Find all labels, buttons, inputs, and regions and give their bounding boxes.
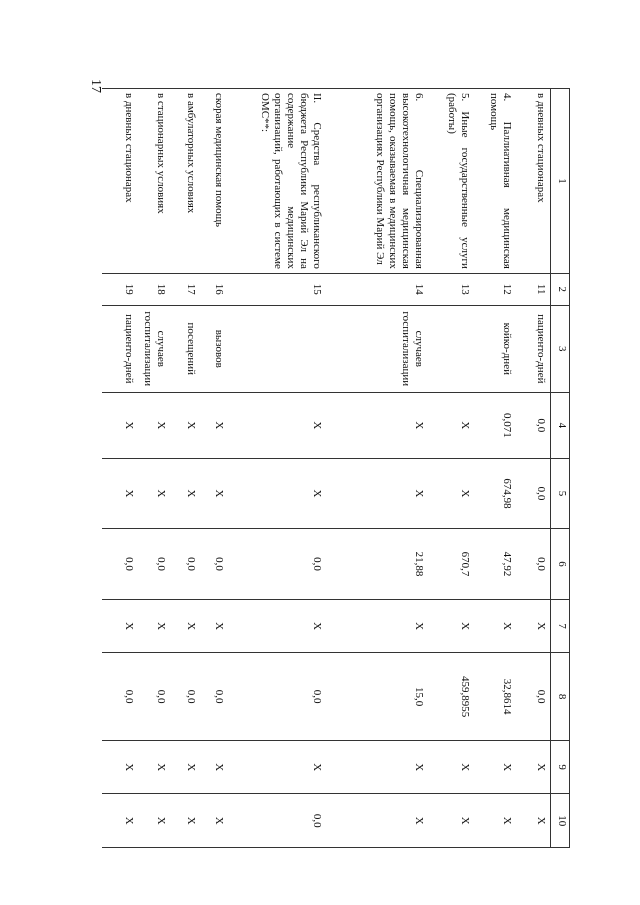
cell-text: 0,0 (535, 557, 547, 571)
cell-text: X (311, 763, 323, 772)
page-number: 17 (88, 79, 103, 93)
cell-text: 0,0 (535, 418, 547, 433)
table-cell-c8 (428, 653, 474, 741)
cell-text: 19 (123, 283, 135, 295)
cell-text: X (213, 622, 225, 631)
column-header: 5 (551, 458, 570, 529)
table-cell-c7 (170, 599, 200, 653)
table-row (516, 89, 551, 848)
cell-text: X (213, 816, 225, 825)
cell-text: 0,0 (123, 557, 135, 571)
cell-text: 15 (311, 283, 323, 295)
rotated-table-stage (118, 88, 570, 848)
table-cell-c2 (200, 273, 228, 305)
cell-text: 4. Паллиативная медицинская помощь (488, 93, 513, 269)
cell-text: X (413, 489, 425, 498)
table-cell-c9 (170, 740, 200, 794)
table-cell-c10 (102, 794, 138, 848)
cell-text: X (185, 763, 197, 772)
table-cell-c4 (228, 393, 326, 459)
table-cell-c3 (138, 305, 170, 393)
cell-text: 6. Специализированная высокотехнологичная медицинская помощь, оказываемая в медицинских организациях Республики Марий Эл (374, 93, 425, 269)
table-cell-c8 (138, 653, 170, 741)
cell-text: 0,071 (501, 413, 513, 438)
cell-text: пациенто-дней (123, 314, 135, 384)
cell-text: посещений (185, 322, 197, 376)
cell-text: X (413, 763, 425, 772)
cell-text: X (155, 421, 167, 430)
table-cell-c3 (102, 305, 138, 393)
table-cell-c10 (138, 794, 170, 848)
cell-text: в дневных стационарах (123, 93, 135, 203)
table-cell-c10 (170, 794, 200, 848)
table-cell-c6 (138, 529, 170, 600)
table-cell-c4 (516, 393, 551, 459)
table-cell-c1 (102, 89, 138, 274)
table-cell-c2 (170, 273, 200, 305)
table-cell-c5 (228, 458, 326, 529)
table-cell-c10 (228, 794, 326, 848)
cell-text: X (185, 622, 197, 631)
table-cell-c3 (516, 305, 551, 393)
cell-text: X (535, 622, 547, 631)
table-cell-c3 (200, 305, 228, 393)
table-cell-c7 (516, 599, 551, 653)
table-cell-c8 (228, 653, 326, 741)
cell-text: 12 (501, 283, 513, 295)
cell-text: X (155, 816, 167, 825)
cell-text: X (501, 816, 513, 825)
table-cell-c7 (228, 599, 326, 653)
table-cell-c4 (170, 393, 200, 459)
table-cell-c2 (516, 273, 551, 305)
table-row (326, 89, 428, 848)
table-cell-c3 (170, 305, 200, 393)
cell-text: 670,7 (459, 551, 471, 577)
table-row (474, 89, 516, 848)
column-header: 1 (551, 89, 570, 274)
cell-text: X (459, 622, 471, 631)
table-cell-c7 (138, 599, 170, 653)
column-header: 10 (551, 794, 570, 848)
cell-text: X (155, 622, 167, 631)
table-cell-c9 (474, 740, 516, 794)
cell-text: 0,0 (185, 689, 197, 704)
cell-text: X (213, 489, 225, 498)
cell-text: X (535, 763, 547, 772)
table-cell-c7 (200, 599, 228, 653)
cell-text: 0,0 (123, 689, 135, 704)
table-cell-c6 (200, 529, 228, 600)
column-header: 6 (551, 529, 570, 600)
table-cell-c5 (170, 458, 200, 529)
table-cell-c3 (326, 305, 428, 393)
cell-text: X (459, 763, 471, 772)
table-cell-c5 (326, 458, 428, 529)
table-cell-c6 (516, 529, 551, 600)
cell-text: 5. Иные государственные услуги (работы) (446, 93, 471, 269)
table-cell-c1 (170, 89, 200, 274)
table-cell-c2 (428, 273, 474, 305)
cell-text: X (123, 622, 135, 631)
table-cell-c2 (326, 273, 428, 305)
table-cell-c1 (516, 89, 551, 274)
cell-text: 0,0 (185, 557, 197, 571)
cell-text: X (123, 816, 135, 825)
column-header: 4 (551, 393, 570, 459)
cell-text: 674,98 (501, 478, 513, 509)
table-cell-c10 (200, 794, 228, 848)
cell-text: X (501, 622, 513, 631)
table-cell-c2 (228, 273, 326, 305)
cell-text: X (185, 489, 197, 498)
table-cell-c8 (516, 653, 551, 741)
cell-text: X (413, 622, 425, 631)
cell-text: X (213, 763, 225, 772)
cell-text: X (155, 489, 167, 498)
cell-text: 0,0 (535, 486, 547, 501)
cell-text: 0,0 (311, 557, 323, 571)
table-cell-c8 (102, 653, 138, 741)
cell-text: X (155, 763, 167, 772)
cell-text: X (185, 421, 197, 430)
table-cell-c6 (326, 529, 428, 600)
cell-text: 0,0 (535, 689, 547, 704)
data-table (102, 88, 570, 848)
table-cell-c1 (474, 89, 516, 274)
table-cell-c10 (516, 794, 551, 848)
table-cell-c10 (474, 794, 516, 848)
table-cell-c9 (138, 740, 170, 794)
cell-text: X (413, 421, 425, 430)
table-cell-c3 (428, 305, 474, 393)
cell-text: 47,92 (501, 551, 513, 577)
table-cell-c6 (474, 529, 516, 600)
cell-text: X (459, 489, 471, 498)
table-cell-c5 (428, 458, 474, 529)
cell-text: 15,0 (413, 687, 425, 707)
table-cell-c8 (170, 653, 200, 741)
table-cell-c9 (516, 740, 551, 794)
cell-text: X (459, 421, 471, 430)
table-body (102, 89, 551, 848)
table-cell-c9 (326, 740, 428, 794)
cell-text: X (123, 763, 135, 772)
table-cell-c6 (228, 529, 326, 600)
cell-text: II. Средства республиканского бюджета Республики Марий Эл на содержание медицинских организаций, работающих в системе ОМС**: (259, 93, 323, 269)
table-cell-c9 (428, 740, 474, 794)
table-cell-c4 (102, 393, 138, 459)
cell-text: X (413, 816, 425, 825)
cell-text: 0,0 (311, 813, 323, 828)
table-cell-c1 (200, 89, 228, 274)
table-cell-c9 (228, 740, 326, 794)
table-cell-c6 (170, 529, 200, 600)
table-cell-c5 (138, 458, 170, 529)
cell-text: 459,8955 (459, 676, 471, 718)
table-cell-c2 (138, 273, 170, 305)
cell-text: 16 (213, 283, 225, 295)
cell-text: X (501, 763, 513, 772)
table-cell-c1 (326, 89, 428, 274)
table-cell-c1 (138, 89, 170, 274)
cell-text: 0,0 (213, 689, 225, 704)
table-cell-c4 (326, 393, 428, 459)
cell-text: X (123, 421, 135, 430)
cell-text: 0,0 (155, 689, 167, 704)
cell-text: в стационарных условиях (155, 93, 167, 214)
table-cell-c5 (200, 458, 228, 529)
table-row (170, 89, 200, 848)
cell-text: пациенто-дней (535, 314, 547, 384)
cell-text: 0,0 (155, 557, 167, 571)
table-cell-c8 (200, 653, 228, 741)
table-cell-c9 (200, 740, 228, 794)
cell-text: X (459, 816, 471, 825)
table-row (102, 89, 138, 848)
table-cell-c3 (228, 305, 326, 393)
cell-text: скорая медицинская помощь (213, 93, 225, 228)
table-cell-c6 (102, 529, 138, 600)
table-cell-c5 (102, 458, 138, 529)
column-header: 9 (551, 740, 570, 794)
cell-text: X (213, 421, 225, 430)
cell-text: 13 (459, 283, 471, 295)
table-cell-c3 (474, 305, 516, 393)
cell-text: X (311, 421, 323, 430)
table-cell-c7 (102, 599, 138, 653)
table-cell-c1 (228, 89, 326, 274)
cell-text: вызовов (213, 329, 225, 368)
cell-text: X (311, 622, 323, 631)
cell-text: X (123, 489, 135, 498)
cell-text: 17 (185, 283, 197, 295)
column-header: 7 (551, 599, 570, 653)
table-cell-c4 (138, 393, 170, 459)
table-cell-c4 (474, 393, 516, 459)
cell-text: 18 (155, 283, 167, 295)
cell-text: X (185, 816, 197, 825)
table-cell-c1 (428, 89, 474, 274)
table-row (428, 89, 474, 848)
cell-text: 14 (413, 283, 425, 295)
column-header: 3 (551, 305, 570, 393)
column-header: 2 (551, 273, 570, 305)
cell-text: 11 (535, 283, 547, 295)
table-cell-c9 (102, 740, 138, 794)
cell-text: X (311, 489, 323, 498)
cell-text: случаев госпитализации (400, 311, 425, 387)
table-cell-c8 (326, 653, 428, 741)
table-cell-c6 (428, 529, 474, 600)
cell-text: в дневных стационарах (535, 93, 547, 203)
cell-text: 32,8614 (501, 678, 513, 715)
table-row (200, 89, 228, 848)
cell-text: в амбулаторных условиях (185, 93, 197, 214)
table-cell-c4 (428, 393, 474, 459)
table-row (228, 89, 326, 848)
cell-text: случаев госпитализации (142, 311, 167, 387)
cell-text: X (535, 816, 547, 825)
cell-text: 21,88 (413, 551, 425, 577)
cell-text: 0,0 (311, 689, 323, 704)
table-cell-c5 (516, 458, 551, 529)
table-cell-c5 (474, 458, 516, 529)
column-header: 8 (551, 653, 570, 741)
table-cell-c10 (326, 794, 428, 848)
table-cell-c2 (102, 273, 138, 305)
table-cell-c8 (474, 653, 516, 741)
table-cell-c7 (428, 599, 474, 653)
table-cell-c10 (428, 794, 474, 848)
cell-text: 0,0 (213, 557, 225, 571)
table-cell-c7 (326, 599, 428, 653)
header-row (551, 89, 570, 848)
table-cell-c4 (200, 393, 228, 459)
table-row (138, 89, 170, 848)
cell-text: койко-дней (501, 322, 513, 375)
table-cell-c2 (474, 273, 516, 305)
table-cell-c7 (474, 599, 516, 653)
